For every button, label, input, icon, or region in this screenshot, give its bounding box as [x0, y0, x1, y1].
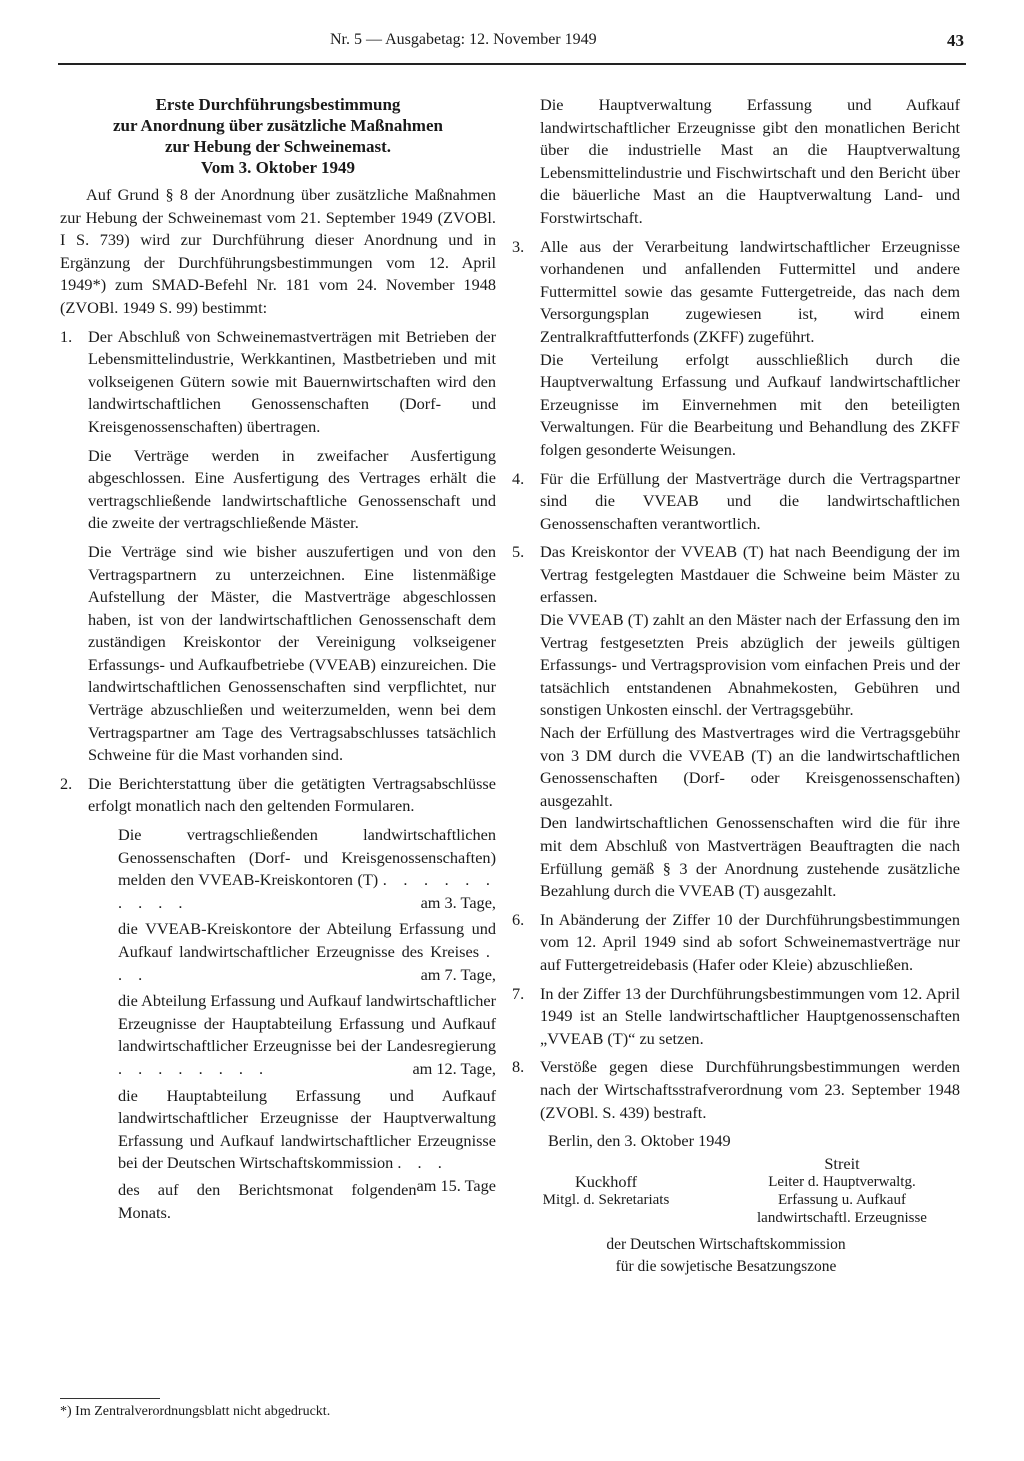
signatory-role: Mitgl. d. Sekretariats	[542, 1191, 670, 1208]
commission-line-2: für die sowjetische Besatzungszone	[615, 1257, 837, 1275]
item-2	[60, 773, 496, 818]
signature-right	[724, 1155, 960, 1227]
signature-left	[516, 1173, 696, 1209]
item-number: 2.	[60, 773, 73, 793]
item-4	[512, 468, 960, 536]
reporting-schedule	[60, 824, 496, 1224]
schedule-row	[118, 824, 496, 914]
schedule-text: die Hauptabteilung Erfassung und Aufkauf landwirtschaftlicher Erzeugnisse der Hauptverwaltung Erfassung und Aufkauf landwirtschaftlicher Erzeugnisse bei der Deutschen Wirtschaftskommission	[118, 1085, 496, 1173]
schedule-due: am 7. Tage,	[420, 964, 496, 984]
item-5	[512, 541, 960, 903]
item-5-paragraph-1: Das Kreiskontor der VVEAB (T) hat nach Beendigung der im Vertrag festgelegten Mastdauer die Schweine beim Mäster zu erfassen.	[540, 542, 960, 607]
item-1-paragraph-2: Die Verträge werden in zweifacher Ausfertigung abgeschlossen. Eine Ausfertigung des Vertrages erhält die vertragschließende landwirtschaftliche Genossenschaft und die zweite der vertragschließende Mäster.	[88, 445, 496, 533]
right-column	[512, 94, 960, 1277]
item-number: 5.	[512, 542, 525, 562]
item-4-paragraph-1: Für die Erfüllung der Mastverträge durch die Vertragspartner sind die VVEAB und die landwirtschaftlichen Genossenschaften verantwortlich.	[540, 468, 960, 533]
schedule-closing: des auf den Berichtsmonat folgenden Monats.	[118, 1179, 417, 1222]
page-header	[0, 0, 1024, 60]
signatory-role: Leiter d. Hauptverwaltg.	[768, 1173, 916, 1190]
title-line-3: zur Hebung der Schweinemast.	[164, 137, 392, 156]
item-number: 3.	[512, 236, 525, 256]
issue-line: Nr. 5 — Ausgabetag: 12. November 1949	[330, 31, 597, 48]
schedule-text: die Abteilung Erfassung und Aufkauf landwirtschaftlicher Erzeugnisse der Hauptabteilung Erfassung und Aufkauf landwirtschaftlicher Erzeugnisse bei der Landesregierung	[118, 991, 496, 1056]
item-3-paragraph-2: Die Verteilung erfolgt ausschließlich durch die Hauptverwaltung Erfassung und Aufkauf landwirtschaftlicher Erzeugnisse im Einvernehmen mit den beteiligten Verwaltungen. Für die Bearbeitung und Behandlung des ZKFF folgen gesonderte Weisungen.	[540, 349, 960, 459]
footnote-rule	[60, 1398, 160, 1399]
signatory-role: landwirtschaftl. Erzeugnisse	[757, 1209, 927, 1226]
intro-paragraph: Auf Grund § 8 der Anordnung über zusätzliche Maßnahmen zur Hebung der Schweinemast vom 21. September 1949 (ZVOBl. I S. 739) wird zur Durchführung dieser Anordnung und in Ergänzung der Durchführungsbestimmungen vom 12. April 1949*) zum SMAD-Befehl Nr. 181 vom 24. November 1948 (ZVOBl. 1949 S. 99) bestimmt:	[60, 185, 496, 317]
item-2-paragraph-1: Die Berichterstattung über die getätigten Vertragsabschlüsse erfolgt monatlich nach den geltenden Formularen.	[88, 773, 496, 816]
document-title	[60, 94, 496, 178]
title-line-1: Erste Durchführungsbestimmung	[155, 95, 401, 114]
signoff	[512, 1130, 960, 1277]
schedule-row	[118, 1085, 496, 1195]
page-number: 43	[947, 31, 964, 50]
item-number: 6.	[512, 909, 525, 929]
schedule-text: die VVEAB-Kreiskontore der Abteilung Erfassung und Aufkauf landwirtschaftlicher Erzeugnisse des Kreises	[118, 919, 496, 961]
signatory-name: Streit	[824, 1153, 860, 1173]
schedule-dots: . . . . . . . . . .	[118, 870, 496, 912]
title-line-2: zur Anordnung über zusätzliche Maßnahmen	[113, 116, 443, 135]
schedule-dots: . . .	[118, 942, 496, 984]
item-8	[512, 1056, 960, 1124]
item-number: 4.	[512, 468, 525, 488]
signatory-name: Kuckhoff	[574, 1171, 638, 1191]
item-1-paragraph-1: Der Abschluß von Schweinemastverträgen mit Betrieben der Lebensmittelindustrie, Werkkantinen, Mastbetrieben und mit volkseigenen Gütern sowie mit Bauernwirtschaften wird den landwirtschaftlichen Genossenschaften (Dorf- und Kreisgenossenschaften) übertragen.	[88, 326, 496, 436]
item-2-continuation: Die Hauptverwaltung Erfassung und Aufkauf landwirtschaftlicher Erzeugnisse gibt den monatlichen Bericht über die industrielle Mast an die Hauptverwaltung Lebensmittelindustrie und Fischwirtschaft und den Bericht über die bäuerliche Mast an die Hauptverwaltung Land- und Forstwirtschaft.	[540, 95, 960, 227]
item-2-continued	[512, 94, 960, 230]
schedule-dots: . . . . . . . .	[118, 1058, 270, 1078]
schedule-row	[118, 918, 496, 986]
item-1-paragraph-3: Die Verträge sind wie bisher auszufertigen und von den Vertragspartnern zu unterzeichnen. Eine listenmäßige Aufstellung der Mäster, die Mastverträge abgeschlossen haben, ist von der landwirtschaftlichen Genossenschaft dem zuständigen Kreiskontor der Vereinigung volkseigener Erfassungs- und Aufkaufbetriebe (VVEAB) einzureichen. Die landwirtschaftlichen Genossenschaften sind verpflichtet, nur Verträge abzuschließen und weiterzumelden, wenn bei dem Vertragspartner am Tage des Vertragsabschlusses tatsächlich Schweine für die Mast vorhanden sind.	[88, 541, 496, 765]
item-number: 1.	[60, 326, 73, 346]
item-number: 8.	[512, 1057, 525, 1077]
commission-line-1: der Deutschen Wirtschaftskommission	[606, 1235, 846, 1253]
schedule-due: am 15. Tage	[416, 1175, 496, 1195]
item-3-paragraph-1: Alle aus der Verarbeitung landwirtschaftlicher Erzeugnisse vorhandenen und anfallenden Futtermittel und andere Futtermittel sowie das gesamte Futtergetreide, das nach dem Versorgungsplan zugewiesen ist, wird einem Zentralkraftfutterfonds (ZKFF) zugeführt.	[540, 236, 960, 346]
item-5-paragraph-4: Den landwirtschaftlichen Genossenschaften wird die für ihre mit dem Abschluß von Mastverträgen Beauftragten die nach Erfüllung gemäß § 3 der Anordnung zustehende zusätzliche Bezahlung durch die VVEAB (T) ausgezahlt.	[540, 813, 960, 901]
schedule-due: am 12. Tage,	[412, 1058, 496, 1078]
item-7	[512, 983, 960, 1051]
item-3	[512, 236, 960, 462]
schedule-dots: . . .	[397, 1153, 448, 1173]
item-6	[512, 909, 960, 977]
schedule-text: Die vertragschließenden landwirtschaftlichen Genossenschaften (Dorf- und Kreisgenossenschaften) melden den VVEAB-Kreiskontoren (T)	[118, 825, 496, 890]
footnote: *) Im Zentralverordnungsblatt nicht abgedruckt.	[60, 1404, 331, 1419]
item-number: 7.	[512, 983, 525, 1003]
item-5-paragraph-2: Die VVEAB (T) zahlt an den Mäster nach der Erfassung den im Vertrag festgesetzten Preis abzüglich der jeweils gültigen Erfassungs- und Vertragsprovision vom einfachen Preis und der tatsächlich entstandenen Abnahmekosten, Gebühren und sonstigen Unkosten einschl. der Vertragsgebühr.	[540, 610, 960, 720]
place-date: Berlin, den 3. Oktober 1949	[548, 1131, 731, 1151]
item-5-paragraph-3: Nach der Erfüllung des Mastvertrages wird die Vertragsgebühr von 3 DM durch die VVEAB (T) an die landwirtschaftlichen Genossenschaften (Dorf- oder Kreisgenossenschaften) ausgezahlt.	[540, 723, 960, 810]
item-7-paragraph-1: In der Ziffer 13 der Durchführungsbestimmungen vom 12. April 1949 ist an Stelle landwirtschaftlicher Hauptgenossenschaften „VVEAB (T)“ zu setzen.	[540, 983, 960, 1048]
signatory-role: Erfassung u. Aufkauf	[778, 1191, 906, 1208]
item-8-paragraph-1: Verstöße gegen diese Durchführungsbestimmungen werden nach der Wirtschaftsstrafverordnung vom 23. September 1948 (ZVOBl. S. 439) bestraft.	[540, 1057, 960, 1122]
header-rule	[58, 63, 966, 65]
item-6-paragraph-1: In Abänderung der Ziffer 10 der Durchführungsbestimmungen vom 12. April 1949 sind ab sofort Schweinemastverträge nur auf Futtergetreidebasis (Hafer oder Kleie) abzuschließen.	[540, 909, 960, 974]
item-1	[60, 326, 496, 767]
signatures	[512, 1155, 960, 1233]
schedule-row	[118, 990, 496, 1080]
left-column	[60, 94, 496, 1228]
title-line-4: Vom 3. Oktober 1949	[201, 158, 355, 177]
schedule-due: am 3. Tage,	[420, 892, 496, 912]
